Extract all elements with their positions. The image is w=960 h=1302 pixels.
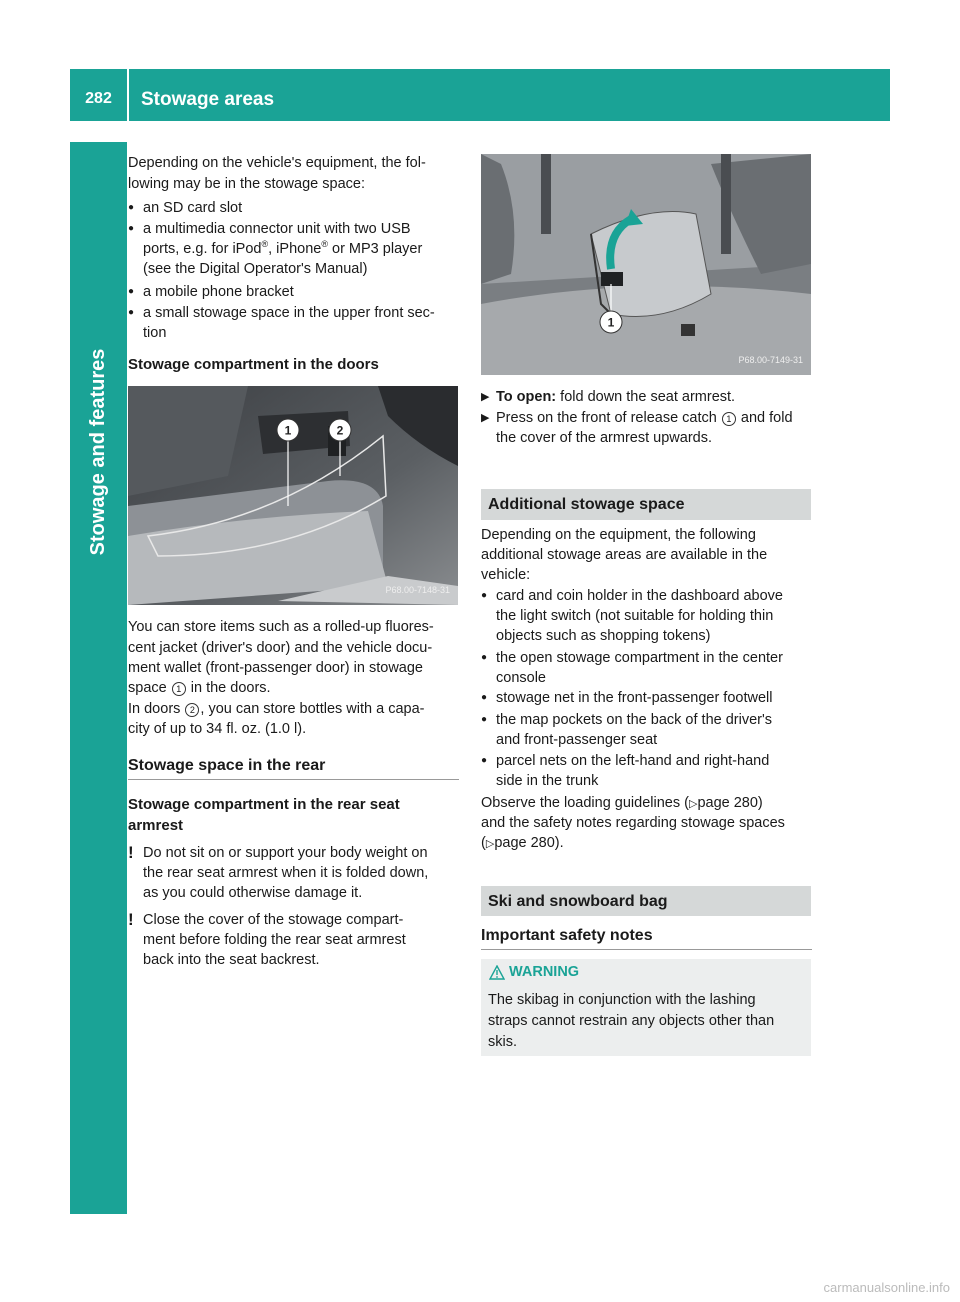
list-item: ● parcel nets on the left-hand and right-hand side in the trunk bbox=[481, 753, 770, 789]
bullet-mark: ● bbox=[481, 590, 488, 601]
bullet-mark: ● bbox=[481, 714, 488, 725]
page-ref-icon: ▷ bbox=[485, 838, 495, 850]
heading-rule bbox=[481, 949, 812, 950]
doors-heading: Stowage compartment in the doors bbox=[128, 356, 379, 373]
intro-line: lowing may be in the stowage space: bbox=[128, 176, 365, 192]
door-stowage-image bbox=[128, 386, 458, 605]
bullet-mark: ● bbox=[128, 307, 135, 318]
header-divider bbox=[127, 69, 129, 121]
list-item: ● stowage net in the front-passenger footwell bbox=[481, 690, 773, 706]
image-callout-2: 2 bbox=[336, 423, 344, 438]
instruction-step: ▶ Press on the front of release catch 1 and fold the cover of the armrest upwards. bbox=[481, 410, 793, 446]
door-illustration bbox=[128, 386, 458, 605]
list-item: ● an SD card slot bbox=[128, 200, 243, 216]
list-item: ● the open stowage compartment in the center console bbox=[481, 650, 783, 686]
paragraph-line: cent jacket (driver's door) and the vehicle docu- bbox=[128, 640, 433, 656]
page-ref-icon: ▷ bbox=[688, 798, 698, 810]
list-item: ● card and coin holder in the dashboard above the light switch (not suitable for holding thin objects such as shopping tokens) bbox=[481, 588, 783, 644]
instruction-step: ▶ To open: fold down the seat armrest. bbox=[481, 389, 736, 405]
section-heading: Additional stowage space bbox=[481, 489, 811, 520]
paragraph-line: vehicle: bbox=[481, 567, 531, 583]
rear-heading: Stowage space in the rear bbox=[128, 757, 326, 774]
image-callout-1: 1 bbox=[607, 315, 615, 330]
bullet-mark: ● bbox=[128, 286, 135, 297]
paragraph-line: You can store items such as a rolled-up fluores- bbox=[128, 619, 434, 635]
paragraph-line: Depending on the equipment, the following bbox=[481, 527, 756, 543]
paragraph-line: (▷page 280). bbox=[481, 835, 564, 851]
intro-line: Depending on the vehicle's equipment, the fol- bbox=[128, 155, 426, 171]
warning-label: WARNING bbox=[509, 964, 580, 980]
bullet-mark: ● bbox=[128, 223, 135, 234]
paragraph-line: city of up to 34 fl. oz. (1.0 l). bbox=[128, 721, 307, 737]
header-bar bbox=[70, 69, 890, 121]
paragraph-line: and the safety notes regarding stowage spaces bbox=[481, 815, 785, 831]
callout-1: 1 bbox=[722, 412, 736, 426]
image-code: P68.00-7149-31 bbox=[738, 355, 803, 365]
bullet-mark: ● bbox=[128, 202, 135, 213]
paragraph-line: In doors 2 , you can store bottles with a capa- bbox=[128, 701, 425, 717]
heading-rule bbox=[128, 779, 459, 780]
paragraph-line: Observe the loading guidelines (▷page 280) bbox=[481, 795, 763, 811]
paragraph-line: space 1 in the doors. bbox=[128, 680, 271, 696]
warning-box bbox=[481, 959, 811, 1056]
armrest-illustration bbox=[481, 154, 811, 375]
list-item: ● a multimedia connector unit with two USB ports, e.g. for iPod®, iPhone® or MP3 player (see the Digital Operator's Manual) bbox=[128, 221, 423, 277]
paragraph-line: additional stowage areas are available in the bbox=[481, 547, 768, 563]
note-item: ! Close the cover of the stowage compart- ment before folding the rear seat armrest back into the seat backrest. bbox=[128, 910, 406, 968]
warning-triangle-icon bbox=[489, 965, 505, 980]
image-callout-1: 1 bbox=[284, 423, 292, 438]
warning-text: skis. bbox=[488, 1034, 517, 1050]
warning-text: The skibag in conjunction with the lashing bbox=[488, 992, 756, 1008]
safety-heading: Important safety notes bbox=[481, 927, 653, 944]
page-number: 282 bbox=[85, 90, 112, 107]
armrest-heading: Stowage compartment in the rear seat bbox=[128, 796, 400, 813]
list-item: ● the map pockets on the back of the driver's and front-passenger seat bbox=[481, 712, 773, 748]
callout-1: 1 bbox=[172, 682, 186, 696]
note-item: ! Do not sit on or support your body weight on the rear seat armrest when it is folded down, as you could otherwise damage it. bbox=[128, 843, 429, 901]
side-tab-label: Stowage and features bbox=[87, 348, 109, 556]
list-item: ● a small stowage space in the upper front sec- tion bbox=[128, 305, 435, 341]
exclamation-icon: ! bbox=[128, 843, 134, 862]
armrest-heading: armrest bbox=[128, 817, 184, 834]
exclamation-icon: ! bbox=[128, 910, 134, 929]
warning-text: straps cannot restrain any objects other than bbox=[488, 1013, 775, 1029]
bullet-mark: ● bbox=[481, 692, 488, 703]
section-heading: Ski and snowboard bag bbox=[481, 886, 811, 916]
step-arrow-icon: ▶ bbox=[481, 412, 490, 424]
section-title: Stowage areas bbox=[141, 89, 275, 110]
watermark: carmanualsonline.info bbox=[823, 1280, 950, 1295]
bullet-mark: ● bbox=[481, 652, 488, 663]
side-tab bbox=[70, 142, 127, 1214]
armrest-image bbox=[481, 154, 811, 375]
list-item: ● a mobile phone bracket bbox=[128, 284, 294, 300]
callout-2: 2 bbox=[185, 703, 199, 717]
image-code: P68.00-7148-31 bbox=[385, 585, 450, 595]
step-arrow-icon: ▶ bbox=[481, 391, 490, 403]
bullet-mark: ● bbox=[481, 755, 488, 766]
paragraph-line: ment wallet (front-passenger door) in stowage bbox=[128, 660, 423, 676]
